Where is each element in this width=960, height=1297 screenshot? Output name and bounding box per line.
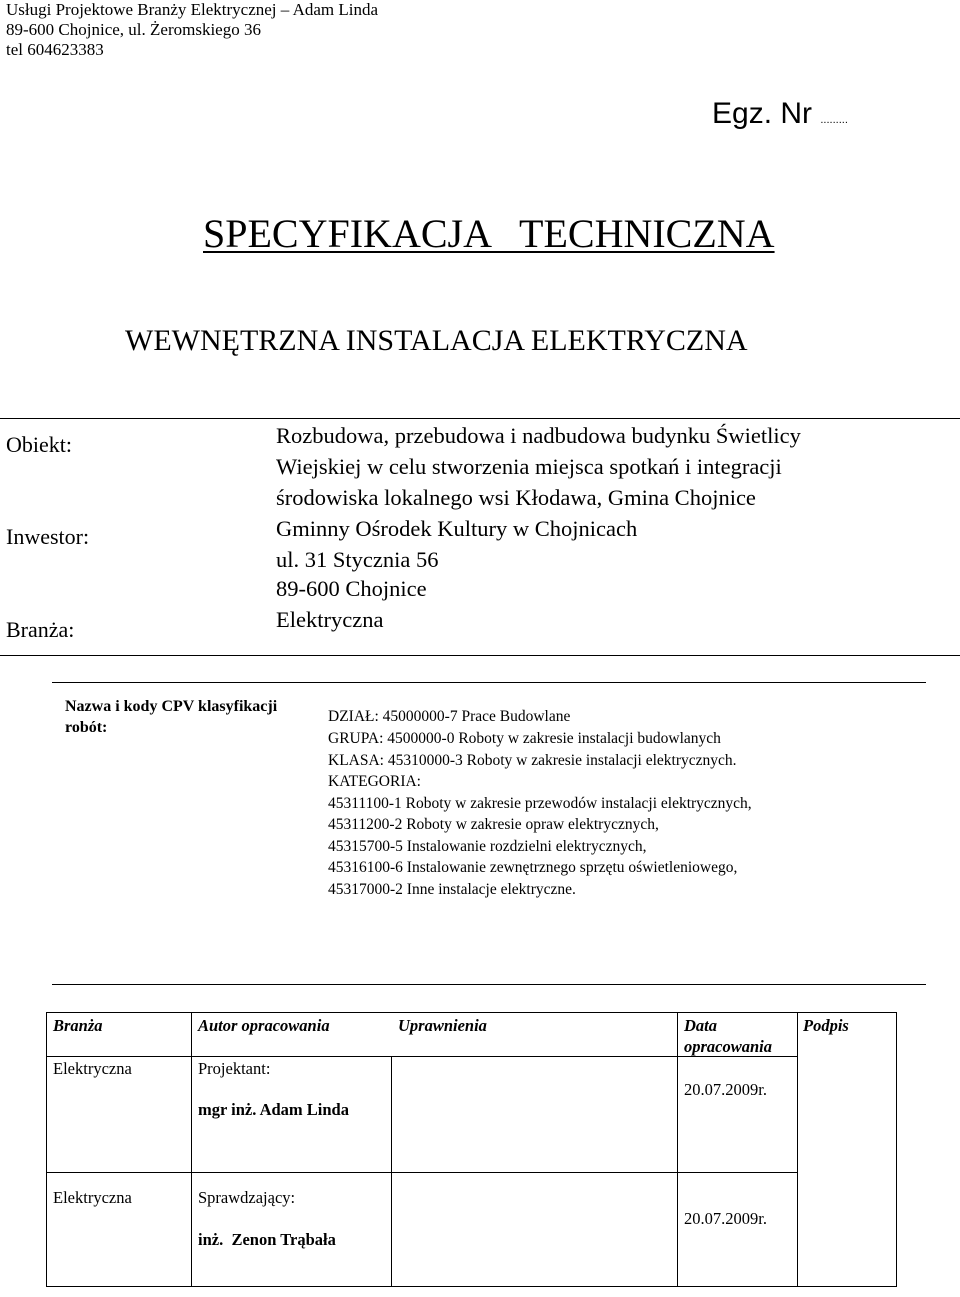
cpv-category-item: 45315700-5 Instalowanie rozdzielni elektrycznych, <box>328 838 647 855</box>
investor-line-2: ul. 31 Stycznia 56 <box>276 547 439 572</box>
cpv-division: DZIAŁ: 45000000-7 Prace Budowlane <box>328 708 571 725</box>
cpv-category-item: 45311200-2 Roboty w zakresie opraw elektrycznych, <box>328 816 659 833</box>
table-row-divider <box>46 1172 797 1173</box>
cpv-block-top-rule <box>52 682 926 683</box>
row1-branch: Elektryczna <box>53 1059 132 1078</box>
header-branch: Branża <box>53 1016 103 1035</box>
row1-role: Projektant: <box>198 1059 271 1078</box>
row2-role: Sprawdzający: <box>198 1188 296 1207</box>
header-licence: Uprawnienia <box>398 1016 487 1035</box>
company-phone-line: tel 604623383 <box>6 40 104 59</box>
object-line-3: środowiska lokalnego wsi Kłodawa, Gmina Chojnice <box>276 485 756 510</box>
object-line-2: Wiejskiej w celu stworzenia miejsca spotkań i integracji <box>276 454 782 479</box>
branch-label: Branża: <box>6 617 75 642</box>
project-block-top-rule <box>0 418 960 419</box>
cpv-block-bottom-rule <box>52 984 926 985</box>
cpv-category-label: KATEGORIA: <box>328 773 421 790</box>
copy-number-label: Egz. Nr <box>712 97 813 130</box>
row2-date: 20.07.2009r. <box>684 1209 767 1228</box>
table-col-divider <box>391 1056 392 1286</box>
table-right-border <box>896 1012 897 1286</box>
document-title: SPECYFIKACJA TECHNICZNA <box>203 211 775 256</box>
object-label: Obiekt: <box>6 432 72 457</box>
cpv-label-line-1: Nazwa i kody CPV klasyfikacji <box>65 698 278 715</box>
investor-label: Inwestor: <box>6 524 90 549</box>
cpv-category-item: 45317000-2 Inne instalacje elektryczne. <box>328 881 576 898</box>
cpv-category-item: 45316100-6 Instalowanie zewnętrznego sprzętu oświetleniowego, <box>328 859 738 876</box>
object-line-1: Rozbudowa, przebudowa i nadbudowa budynku Świetlicy <box>276 423 801 448</box>
investor-line-3: 89-600 Chojnice <box>276 576 427 601</box>
header-author: Autor opracowania <box>198 1016 330 1035</box>
cpv-label-line-2: robót: <box>65 719 108 736</box>
table-col-divider <box>191 1012 192 1286</box>
copy-number-dots: ......... <box>820 114 848 126</box>
branch-value: Elektryczna <box>276 607 384 632</box>
table-top-border <box>46 1012 897 1013</box>
document-subtitle: WEWNĘTRZNA INSTALACJA ELEKTRYCZNA <box>125 324 748 357</box>
investor-line-1: Gminny Ośrodek Kultury w Chojnicach <box>276 516 638 541</box>
cpv-category-item: 45311100-1 Roboty w zakresie przewodów instalacji elektrycznych, <box>328 795 752 812</box>
table-col-divider <box>797 1012 798 1286</box>
table-bottom-border <box>46 1286 897 1287</box>
header-date-line-1: Data <box>684 1016 717 1035</box>
company-name-line: Usługi Projektowe Branży Elektrycznej – Adam Linda <box>6 0 379 19</box>
project-block-bottom-rule <box>0 655 960 656</box>
header-date-line-2: opracowania <box>684 1037 773 1056</box>
cpv-group: GRUPA: 4500000-0 Roboty w zakresie instalacji budowlanych <box>328 730 721 747</box>
row1-name: mgr inż. Adam Linda <box>198 1100 349 1119</box>
table-left-border <box>46 1012 47 1286</box>
header-signature: Podpis <box>803 1016 849 1035</box>
row1-date: 20.07.2009r. <box>684 1080 767 1099</box>
company-address-line: 89-600 Chojnice, ul. Żeromskiego 36 <box>6 20 261 39</box>
row2-name: inż. Zenon Trąbała <box>198 1230 336 1249</box>
row2-branch: Elektryczna <box>53 1188 132 1207</box>
table-col-divider <box>677 1012 678 1286</box>
copy-number <box>712 96 848 138</box>
cpv-class: KLASA: 45310000-3 Roboty w zakresie instalacji elektrycznych. <box>328 752 737 769</box>
